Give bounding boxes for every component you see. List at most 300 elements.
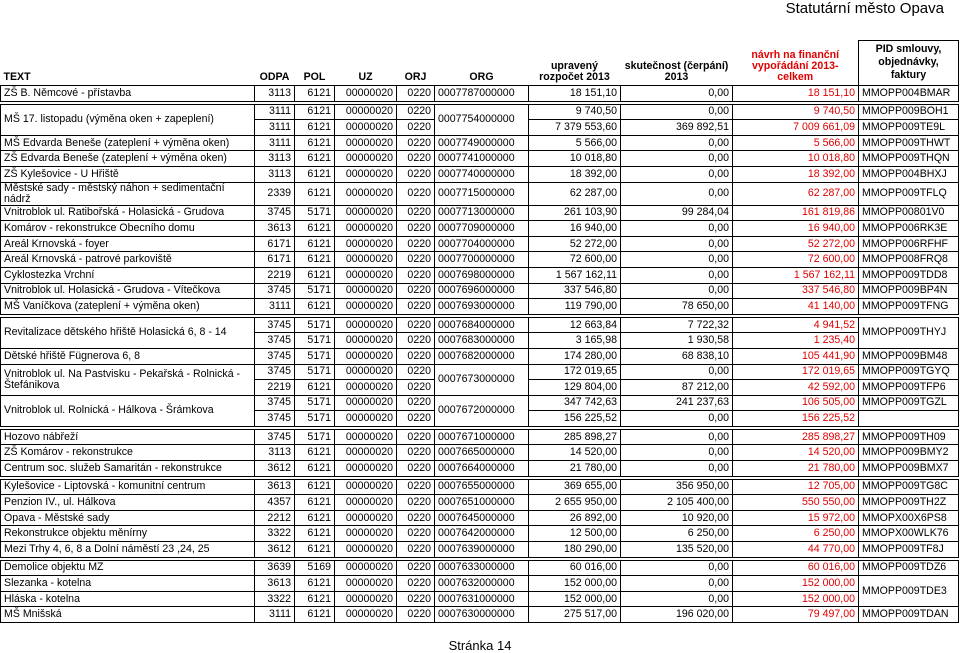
cell-text: Rekonstrukce objektu měnírny — [1, 526, 255, 542]
cell-pol: 6121 — [295, 299, 335, 315]
cell-org: 0007665000000 — [435, 445, 529, 461]
cell-pid: MMOPP009BMY2 — [859, 445, 959, 461]
cell-proposal: 106 505,00 — [733, 395, 859, 411]
page-number: Stránka 14 — [448, 638, 512, 653]
cell-odpa: 3322 — [255, 526, 295, 542]
cell-orj: 0220 — [397, 560, 435, 576]
cell-actual: 78 650,00 — [621, 299, 733, 315]
cell-budget: 72 600,00 — [529, 252, 621, 268]
table-row — [1, 236, 959, 252]
cell-actual: 196 020,00 — [621, 607, 733, 623]
cell-pol: 6121 — [295, 591, 335, 607]
cell-uz: 00000020 — [335, 236, 397, 252]
cell-odpa: 3639 — [255, 560, 295, 576]
cell-actual: 0,00 — [621, 591, 733, 607]
cell-org: 0007673000000 — [435, 364, 529, 395]
cell-uz: 00000020 — [335, 283, 397, 299]
cell-text: Městské sady - městský náhon + sedimentační nádrž — [1, 182, 255, 205]
cell-text: MŠ Vaníčkova (zateplení + výměna oken) — [1, 299, 255, 315]
table-row — [1, 429, 959, 445]
cell-budget: 152 000,00 — [529, 576, 621, 592]
cell-pol: 5171 — [295, 317, 335, 333]
cell-orj: 0220 — [397, 461, 435, 477]
cell-orj: 0220 — [397, 333, 435, 349]
cell-text: Slezanka - kotelna — [1, 576, 255, 592]
cell-org: 0007740000000 — [435, 166, 529, 182]
table-row — [1, 166, 959, 182]
cell-odpa: 4357 — [255, 495, 295, 511]
cell-orj: 0220 — [397, 283, 435, 299]
cell-proposal: 60 016,00 — [733, 560, 859, 576]
cell-org: 0007704000000 — [435, 236, 529, 252]
cell-org: 0007632000000 — [435, 576, 529, 592]
cell-budget: 347 742,63 — [529, 395, 621, 411]
table-row — [1, 461, 959, 477]
cell-orj: 0220 — [397, 135, 435, 151]
cell-actual: 0,00 — [621, 135, 733, 151]
cell-pid: MMOPX00X6PS8 — [859, 510, 959, 526]
cell-odpa: 3745 — [255, 348, 295, 364]
cell-proposal: 41 140,00 — [733, 299, 859, 315]
cell-budget: 180 290,00 — [529, 542, 621, 558]
cell-actual: 0,00 — [621, 576, 733, 592]
table-row — [1, 182, 959, 205]
cell-orj: 0220 — [397, 299, 435, 315]
cell-actual: 0,00 — [621, 445, 733, 461]
cell-text: Vnitroblok ul. Holasická - Grudova - Vítečkova — [1, 283, 255, 299]
table-row — [1, 205, 959, 221]
cell-proposal: 10 018,80 — [733, 151, 859, 167]
cell-proposal: 105 441,90 — [733, 348, 859, 364]
cell-actual: 0,00 — [621, 267, 733, 283]
cell-proposal: 18 151,10 — [733, 86, 859, 102]
cell-pid: MMOPP009TGYQ — [859, 364, 959, 380]
cell-pol: 6121 — [295, 380, 335, 396]
table-row — [1, 317, 959, 333]
cell-uz: 00000020 — [335, 461, 397, 477]
cell-odpa: 3745 — [255, 429, 295, 445]
table-row — [1, 445, 959, 461]
cell-uz: 00000020 — [335, 205, 397, 221]
cell-actual: 68 838,10 — [621, 348, 733, 364]
cell-proposal: 152 000,00 — [733, 591, 859, 607]
cell-text: MŠ Mnišská — [1, 607, 255, 623]
cell-pol: 6121 — [295, 607, 335, 623]
cell-text: ZŠ Komárov - rekonstrukce — [1, 445, 255, 461]
cell-pol: 6121 — [295, 526, 335, 542]
cell-pol: 5171 — [295, 364, 335, 380]
cell-pol: 6121 — [295, 445, 335, 461]
cell-odpa: 6171 — [255, 252, 295, 268]
cell-org: 0007700000000 — [435, 252, 529, 268]
cell-uz: 00000020 — [335, 151, 397, 167]
cell-pol: 6121 — [295, 166, 335, 182]
cell-org: 0007645000000 — [435, 510, 529, 526]
cell-org: 0007693000000 — [435, 299, 529, 315]
table-row — [1, 221, 959, 237]
cell-text: MŠ Edvarda Beneše (zateplení + výměna oken) — [1, 135, 255, 151]
cell-org: 0007630000000 — [435, 607, 529, 623]
table-row — [1, 364, 959, 380]
cell-pol: 5171 — [295, 333, 335, 349]
cell-actual: 0,00 — [621, 166, 733, 182]
table-row — [1, 299, 959, 315]
cell-orj: 0220 — [397, 445, 435, 461]
cell-uz: 00000020 — [335, 166, 397, 182]
cell-uz: 00000020 — [335, 560, 397, 576]
cell-text: Hozovo nábřeží — [1, 429, 255, 445]
cell-text: Demolice objektu MZ — [1, 560, 255, 576]
cell-pid: MMOPP009THQN — [859, 151, 959, 167]
cell-budget: 129 804,00 — [529, 380, 621, 396]
cell-uz: 00000020 — [335, 542, 397, 558]
cell-pid: MMOPP008FRQ8 — [859, 252, 959, 268]
table-row — [1, 479, 959, 495]
cell-pid: MMOPP00801V0 — [859, 205, 959, 221]
cell-text: MŠ 17. listopadu (výměna oken + zapeplení) — [1, 104, 255, 135]
cell-org: 0007683000000 — [435, 333, 529, 349]
cell-pol: 6121 — [295, 236, 335, 252]
cell-text: Centrum soc. služeb Samaritán - rekonstrukce — [1, 461, 255, 477]
table-row — [1, 252, 959, 268]
cell-uz: 00000020 — [335, 576, 397, 592]
cell-actual: 1 930,58 — [621, 333, 733, 349]
cell-uz: 00000020 — [335, 86, 397, 102]
cell-proposal: 7 009 661,09 — [733, 120, 859, 136]
cell-uz: 00000020 — [335, 299, 397, 315]
cell-uz: 00000020 — [335, 607, 397, 623]
cell-org: 0007682000000 — [435, 348, 529, 364]
cell-budget: 5 566,00 — [529, 135, 621, 151]
cell-actual: 0,00 — [621, 429, 733, 445]
cell-org: 0007787000000 — [435, 86, 529, 102]
cell-proposal: 337 546,80 — [733, 283, 859, 299]
cell-proposal: 79 497,00 — [733, 607, 859, 623]
cell-odpa: 3745 — [255, 205, 295, 221]
cell-uz: 00000020 — [335, 252, 397, 268]
cell-actual: 7 722,32 — [621, 317, 733, 333]
cell-budget: 16 940,00 — [529, 221, 621, 237]
cell-odpa: 3322 — [255, 591, 295, 607]
cell-odpa: 2339 — [255, 182, 295, 205]
table-row — [1, 510, 959, 526]
cell-org: 0007684000000 — [435, 317, 529, 333]
cell-actual: 241 237,63 — [621, 395, 733, 411]
cell-pol: 6121 — [295, 542, 335, 558]
cell-odpa: 3613 — [255, 576, 295, 592]
cell-text: Revitalizace dětského hřiště Holasická 6, 8 - 14 — [1, 317, 255, 348]
cell-pol: 6121 — [295, 495, 335, 511]
cell-budget: 172 019,65 — [529, 364, 621, 380]
cell-uz: 00000020 — [335, 104, 397, 120]
cell-orj: 0220 — [397, 317, 435, 333]
cell-pid: MMOPP009BMX7 — [859, 461, 959, 477]
cell-proposal: 152 000,00 — [733, 576, 859, 592]
cell-odpa: 6171 — [255, 236, 295, 252]
cell-uz: 00000020 — [335, 591, 397, 607]
cell-uz: 00000020 — [335, 411, 397, 427]
cell-pid: MMOPX00WLK76 — [859, 526, 959, 542]
cell-actual: 99 284,04 — [621, 205, 733, 221]
cell-budget: 369 655,00 — [529, 479, 621, 495]
cell-budget: 60 016,00 — [529, 560, 621, 576]
cell-budget: 2 655 950,00 — [529, 495, 621, 511]
cell-actual: 6 250,00 — [621, 526, 733, 542]
cell-org: 0007698000000 — [435, 267, 529, 283]
cell-pol: 6121 — [295, 104, 335, 120]
cell-uz: 00000020 — [335, 380, 397, 396]
cell-actual: 87 212,00 — [621, 380, 733, 396]
cell-actual: 356 950,00 — [621, 479, 733, 495]
cell-text: Vnitroblok ul. Na Pastvisku - Pekařská - Rolnická - Štefánikova — [1, 364, 255, 395]
cell-pid: MMOPP009TFP6 — [859, 380, 959, 396]
cell-odpa: 2219 — [255, 380, 295, 396]
cell-pid: MMOPP009TG8C — [859, 479, 959, 495]
cell-orj: 0220 — [397, 607, 435, 623]
cell-budget: 1 567 162,11 — [529, 267, 621, 283]
cell-budget: 174 280,00 — [529, 348, 621, 364]
cell-actual: 0,00 — [621, 461, 733, 477]
cell-text: Kylešovice - Liptovská - komunitní centrum — [1, 479, 255, 495]
cell-odpa: 3745 — [255, 333, 295, 349]
cell-proposal: 9 740,50 — [733, 104, 859, 120]
cell-text: ZŠ B. Němcové - přístavba — [1, 86, 255, 102]
cell-pol: 6121 — [295, 252, 335, 268]
cell-text: Hláska - kotelna — [1, 591, 255, 607]
cell-proposal: 52 272,00 — [733, 236, 859, 252]
settlement-table — [0, 40, 959, 623]
table-row — [1, 576, 959, 592]
cell-budget: 285 898,27 — [529, 429, 621, 445]
cell-pol: 5171 — [295, 283, 335, 299]
cell-proposal: 5 566,00 — [733, 135, 859, 151]
cell-budget: 26 892,00 — [529, 510, 621, 526]
cell-pid: MMOPP009TH09 — [859, 429, 959, 445]
cell-pol: 6121 — [295, 461, 335, 477]
cell-pid: MMOPP009TDZ6 — [859, 560, 959, 576]
table-row — [1, 607, 959, 623]
cell-pid: MMOPP009TE9L — [859, 120, 959, 136]
table-header-row — [1, 41, 959, 86]
cell-proposal: 72 600,00 — [733, 252, 859, 268]
cell-pid: MMOPP006RK3E — [859, 221, 959, 237]
cell-uz: 00000020 — [335, 348, 397, 364]
cell-org: 0007651000000 — [435, 495, 529, 511]
cell-budget: 156 225,52 — [529, 411, 621, 427]
cell-org: 0007664000000 — [435, 461, 529, 477]
cell-org: 0007696000000 — [435, 283, 529, 299]
cell-orj: 0220 — [397, 364, 435, 380]
cell-org: 0007642000000 — [435, 526, 529, 542]
cell-pol: 5169 — [295, 560, 335, 576]
cell-pol: 6121 — [295, 182, 335, 205]
cell-orj: 0220 — [397, 236, 435, 252]
cell-proposal: 172 019,65 — [733, 364, 859, 380]
cell-uz: 00000020 — [335, 135, 397, 151]
cell-budget: 261 103,90 — [529, 205, 621, 221]
cell-budget: 10 018,80 — [529, 151, 621, 167]
cell-uz: 00000020 — [335, 317, 397, 333]
cell-actual: 0,00 — [621, 104, 733, 120]
cell-text: Vnitroblok ul. Ratibořská - Holasická - Grudova — [1, 205, 255, 221]
cell-actual: 369 892,51 — [621, 120, 733, 136]
cell-odpa: 3113 — [255, 166, 295, 182]
cell-org: 0007715000000 — [435, 182, 529, 205]
cell-text: Areál Krnovská - foyer — [1, 236, 255, 252]
cell-budget: 3 165,98 — [529, 333, 621, 349]
cell-uz: 00000020 — [335, 182, 397, 205]
cell-pol: 6121 — [295, 135, 335, 151]
cell-pid: MMOPP009BP4N — [859, 283, 959, 299]
cell-orj: 0220 — [397, 526, 435, 542]
cell-text: Komárov - rekonstrukce Obecního domu — [1, 221, 255, 237]
cell-actual: 0,00 — [621, 221, 733, 237]
col-odpa-header: ODPA — [259, 71, 290, 83]
cell-budget: 21 780,00 — [529, 461, 621, 477]
cell-orj: 0220 — [397, 348, 435, 364]
cell-text: ZŠ Kylešovice - U Hřiště — [1, 166, 255, 182]
cell-budget: 7 379 553,60 — [529, 120, 621, 136]
cell-pid: MMOPP009TDD8 — [859, 267, 959, 283]
cell-pol: 6121 — [295, 151, 335, 167]
cell-odpa: 3612 — [255, 542, 295, 558]
cell-org: 0007709000000 — [435, 221, 529, 237]
cell-pid: MMOPP009TDE3 — [859, 576, 959, 607]
table-row — [1, 267, 959, 283]
table-row — [1, 348, 959, 364]
cell-pid: MMOPP009THYJ — [859, 317, 959, 348]
cell-actual: 0,00 — [621, 151, 733, 167]
cell-actual: 0,00 — [621, 560, 733, 576]
cell-uz: 00000020 — [335, 429, 397, 445]
cell-orj: 0220 — [397, 252, 435, 268]
table-row — [1, 151, 959, 167]
cell-orj: 0220 — [397, 510, 435, 526]
cell-pol: 5171 — [295, 411, 335, 427]
cell-text: Vnitroblok ul. Rolnická - Hálkova - Šrámkova — [1, 395, 255, 426]
cell-orj: 0220 — [397, 221, 435, 237]
cell-pol: 6121 — [295, 267, 335, 283]
cell-pol: 6121 — [295, 510, 335, 526]
cell-pid: MMOPP009TDAN — [859, 607, 959, 623]
cell-pol: 5171 — [295, 348, 335, 364]
cell-text: Areál Krnovská - patrové parkoviště — [1, 252, 255, 268]
table-row — [1, 135, 959, 151]
cell-actual: 0,00 — [621, 364, 733, 380]
cell-uz: 00000020 — [335, 445, 397, 461]
cell-text: Penzion IV., ul. Hálkova — [1, 495, 255, 511]
cell-proposal: 1 567 162,11 — [733, 267, 859, 283]
cell-proposal: 285 898,27 — [733, 429, 859, 445]
cell-org: 0007749000000 — [435, 135, 529, 151]
cell-odpa: 3745 — [255, 411, 295, 427]
cell-orj: 0220 — [397, 182, 435, 205]
cell-odpa: 3613 — [255, 221, 295, 237]
cell-orj: 0220 — [397, 479, 435, 495]
cell-budget: 9 740,50 — [529, 104, 621, 120]
cell-orj: 0220 — [397, 395, 435, 411]
cell-odpa: 3745 — [255, 317, 295, 333]
cell-budget: 18 151,10 — [529, 86, 621, 102]
cell-uz: 00000020 — [335, 510, 397, 526]
cell-proposal: 15 972,00 — [733, 510, 859, 526]
cell-pol: 6121 — [295, 221, 335, 237]
cell-text: Opava - Městské sady — [1, 510, 255, 526]
cell-pid: MMOPP009TGZL — [859, 395, 959, 411]
cell-odpa: 2219 — [255, 267, 295, 283]
col-uz-header: UZ — [358, 71, 373, 83]
cell-org: 0007671000000 — [435, 429, 529, 445]
cell-budget: 52 272,00 — [529, 236, 621, 252]
cell-budget: 275 517,00 — [529, 607, 621, 623]
cell-budget: 12 663,84 — [529, 317, 621, 333]
cell-org: 0007633000000 — [435, 560, 529, 576]
cell-pol: 6121 — [295, 479, 335, 495]
cell-proposal: 12 705,00 — [733, 479, 859, 495]
cell-budget: 337 546,80 — [529, 283, 621, 299]
col-budget-header: upravený rozpočet 2013 — [539, 60, 610, 83]
cell-pid: MMOPP004BMAR — [859, 86, 959, 102]
cell-pol: 6121 — [295, 576, 335, 592]
cell-orj: 0220 — [397, 411, 435, 427]
cell-text: Mezi Trhy 4, 6, 8 a Dolní náměstí 23 ,24, 25 — [1, 542, 255, 558]
table-row — [1, 86, 959, 102]
cell-actual: 0,00 — [621, 411, 733, 427]
table-row — [1, 526, 959, 542]
cell-pid — [859, 411, 959, 427]
cell-odpa: 2212 — [255, 510, 295, 526]
col-pol-header: POL — [303, 71, 326, 83]
cell-text: ZŠ Edvarda Beneše (zateplení + výměna oken) — [1, 151, 255, 167]
cell-proposal: 161 819,86 — [733, 205, 859, 221]
cell-org: 0007672000000 — [435, 395, 529, 426]
cell-pol: 5171 — [295, 429, 335, 445]
cell-actual: 0,00 — [621, 252, 733, 268]
cell-odpa: 3111 — [255, 607, 295, 623]
cell-actual: 0,00 — [621, 182, 733, 205]
col-actual-header: skutečnost (čerpání) 2013 — [624, 60, 729, 83]
cell-actual: 10 920,00 — [621, 510, 733, 526]
cell-orj: 0220 — [397, 151, 435, 167]
cell-pid: MMOPP009THWT — [859, 135, 959, 151]
cell-odpa: 3745 — [255, 364, 295, 380]
cell-pol: 5171 — [295, 395, 335, 411]
cell-uz: 00000020 — [335, 333, 397, 349]
cell-pol: 6121 — [295, 120, 335, 136]
cell-pol: 5171 — [295, 205, 335, 221]
cell-pid: MMOPP009TFNG — [859, 299, 959, 315]
cell-proposal: 16 940,00 — [733, 221, 859, 237]
col-orj-header: ORJ — [404, 71, 427, 83]
cell-org: 0007639000000 — [435, 542, 529, 558]
cell-odpa: 3113 — [255, 86, 295, 102]
cell-budget: 152 000,00 — [529, 591, 621, 607]
cell-odpa: 3111 — [255, 135, 295, 151]
table-row — [1, 542, 959, 558]
table-row — [1, 104, 959, 120]
cell-pid: MMOPP009BM48 — [859, 348, 959, 364]
cell-orj: 0220 — [397, 380, 435, 396]
table-row — [1, 283, 959, 299]
table-body — [1, 86, 959, 623]
cell-org: 0007741000000 — [435, 151, 529, 167]
cell-orj: 0220 — [397, 166, 435, 182]
table-row — [1, 591, 959, 607]
cell-orj: 0220 — [397, 495, 435, 511]
cell-actual: 0,00 — [621, 236, 733, 252]
cell-proposal: 4 941,52 — [733, 317, 859, 333]
cell-uz: 00000020 — [335, 221, 397, 237]
